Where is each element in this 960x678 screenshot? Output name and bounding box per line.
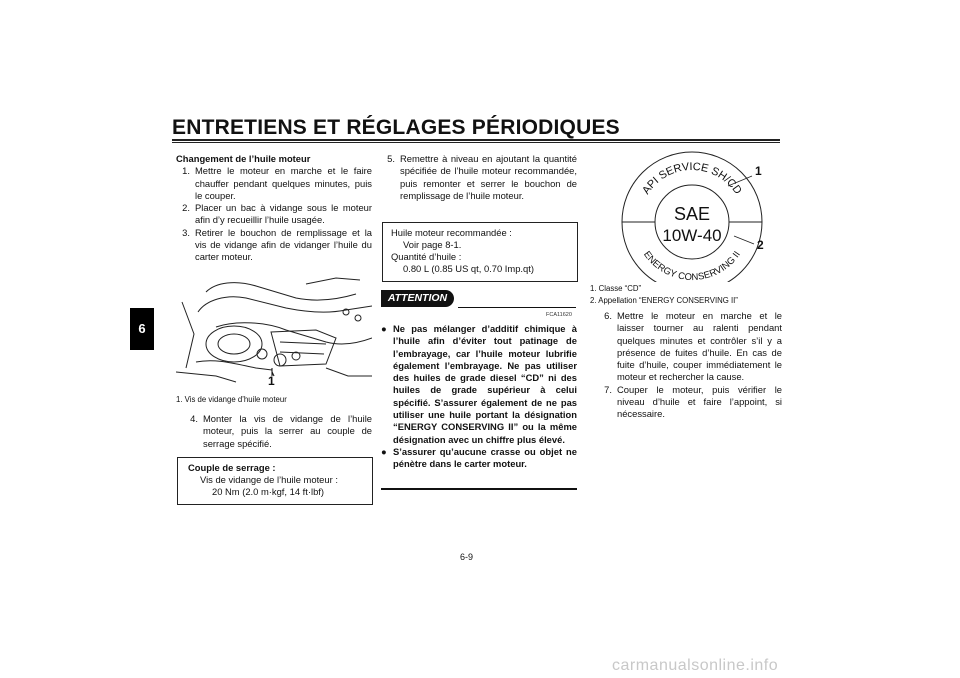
bullet-icon: ●: [381, 323, 387, 334]
attention-code: FCA11620: [546, 312, 572, 318]
step-number: 6.: [604, 310, 612, 321]
step-7: [590, 384, 782, 421]
column-1: [176, 153, 372, 264]
step-number: 5.: [387, 153, 395, 164]
svg-text:ENERGY CONSERVING II: [641, 249, 743, 282]
step-1: [176, 165, 372, 202]
oil-spec-box: [382, 222, 578, 282]
figure-callout-1: 1: [268, 374, 275, 388]
attention-rule: [458, 307, 576, 308]
attention-bullets: [381, 323, 577, 471]
step-text: Couper le moteur, puis vérifier le niveau d’huile et faire l’appoint, si nécessaire.: [617, 383, 782, 420]
page-number: 6-9: [460, 552, 474, 562]
step-6: [590, 310, 782, 384]
torque-label: Couple de serrage :: [188, 462, 276, 473]
seal-center-grade: 10W-40: [662, 226, 722, 245]
step-number: 3.: [182, 226, 190, 238]
step-number: 1.: [182, 165, 190, 177]
section-heading: Changement de l’huile moteur: [176, 153, 311, 164]
api-seal-illustration: [600, 150, 780, 282]
engine-drain-figure: [176, 272, 372, 390]
seal-top-text: API SERVICE SH/CD: [640, 160, 744, 197]
oil-recommended-ref: Voir page 8-1.: [403, 239, 462, 250]
step-text: Placer un bac à vidange sous le moteur afin d’y recueillir l’huile usagée.: [195, 202, 372, 226]
step-number: 4.: [190, 413, 198, 424]
bullet-text: S’assurer qu’aucune crasse ou objet ne pénètre dans le carter moteur.: [393, 445, 577, 470]
torque-item: Vis de vidange de l’huile moteur :: [200, 474, 338, 485]
page-title: ENTRETIENS ET RÉGLAGES PÉRIODIQUES: [172, 116, 620, 139]
torque-value: 20 Nm (2.0 m·kgf, 14 ft·lbf): [212, 486, 325, 497]
figure-caption: 1. Vis de vidange d’huile moteur: [176, 395, 287, 404]
attention-label: ATTENTION: [381, 290, 454, 307]
watermark: carmanualsonline.info: [612, 657, 779, 674]
step-text: Monter la vis de vidange de l’huile moteur, puis la serrer au couple de serrage spécifié.: [203, 413, 372, 449]
oil-quantity-value: 0.80 L (0.85 US qt, 0.70 Imp.qt): [403, 263, 534, 274]
engine-drain-illustration: [176, 272, 372, 390]
oil-quantity-label: Quantité d’huile :: [391, 251, 462, 262]
attention-bullet: [381, 446, 577, 471]
column-2: [381, 153, 577, 202]
step-4: [176, 413, 372, 450]
step-text: Retirer le bouchon de remplissage et la vis de vidange afin de vidanger l’huile du carter moteur.: [195, 226, 372, 263]
step-number: 2.: [182, 202, 190, 214]
attention-bullet: [381, 323, 577, 446]
svg-text:API SERVICE SH/CD: [640, 161, 744, 197]
bullet-text: Ne pas mélanger d’additif chimique à l’huile afin d’éviter tout patinage de l’embrayage, car l’huile moteur lubrifie également l’embrayage. Ne pas utiliser des huiles de grade diesel “CD” ni des huiles de grade supérieur à celui spécifié. S’assurer également de ne pas utiliser une huile portant la désignation “ENERGY CONSERVING II” ou la même désignation avec un chiffre plus élevé.: [393, 323, 577, 445]
header-rule: [172, 139, 780, 141]
section-tab: 6: [130, 308, 154, 350]
step-2: [176, 202, 372, 227]
step-3: [176, 227, 372, 264]
api-seal-figure: [600, 150, 780, 282]
step-number: 7.: [604, 383, 612, 395]
torque-spec-box: [177, 457, 373, 505]
seal-caption-1: 1. Classe “CD”: [590, 284, 642, 293]
seal-callout-1: 1: [755, 164, 762, 178]
bullet-icon: ●: [381, 445, 387, 457]
seal-center-sae: SAE: [673, 204, 711, 224]
step-text: Mettre le moteur en marche et le laisser tourner au ralenti pendant quelques minutes et contrôler s’il y a présence de fuites d’huile. En cas de fuite d’huile, couper immédiatement le moteur et rechercher la cause.: [617, 310, 782, 383]
seal-caption-2: 2. Appellation “ENERGY CONSERVING II”: [590, 296, 738, 305]
attention-end-rule: [381, 488, 577, 490]
seal-bottom-text: ENERGY CONSERVING II: [641, 249, 743, 282]
column-3: [590, 310, 782, 421]
step-text: Remettre à niveau en ajoutant la quantité spécifiée de l’huile moteur recommandée, puis remonter et serrer le bouchon de remplissage de l’huile moteur.: [400, 153, 577, 201]
header-rule-thin: [172, 142, 780, 143]
oil-recommended-label: Huile moteur recommandée :: [391, 227, 512, 238]
seal-callout-2: 2: [757, 238, 764, 252]
step-text: Mettre le moteur en marche et le faire chauffer pendant quelques minutes, puis le couper.: [195, 165, 372, 201]
step-5: [381, 153, 577, 202]
